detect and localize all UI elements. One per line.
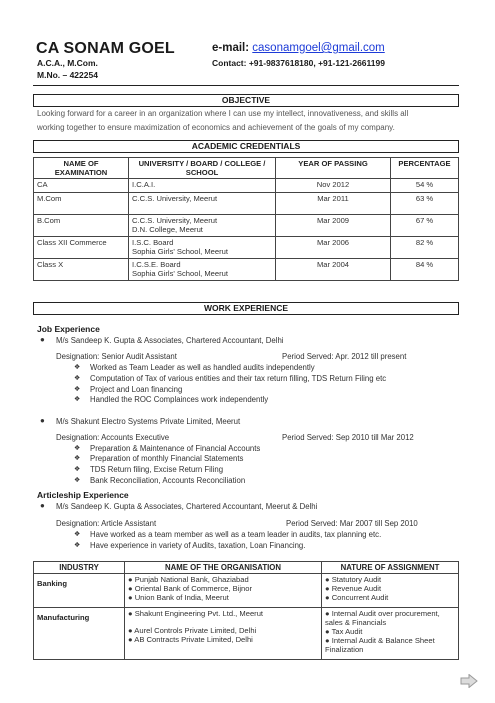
column-header: YEAR OF PASSING bbox=[276, 158, 391, 179]
bullet-icon: ● bbox=[325, 584, 332, 593]
school-line: Sophia Girls' School, Meerut bbox=[132, 269, 228, 278]
table-row bbox=[34, 179, 459, 193]
exam-cell: CA bbox=[34, 179, 129, 193]
table-header-row bbox=[34, 562, 459, 574]
assignment-name: Internal Audit & Balance Sheet Finalization bbox=[325, 636, 435, 654]
header-divider bbox=[33, 85, 459, 86]
job-experience-heading: Job Experience bbox=[37, 324, 100, 334]
checkmark-bullet-icon: ❖ bbox=[74, 531, 81, 538]
firm-name: M/s Shakunt Electro Systems Private Limited, Meerut bbox=[56, 417, 241, 426]
table-header-row bbox=[34, 158, 459, 179]
email-line bbox=[212, 42, 385, 54]
year-cell: Mar 2006 bbox=[276, 237, 391, 259]
period-served: Period Served: Mar 2007 till Sep 2010 bbox=[286, 519, 418, 528]
period-served: Period Served: Apr. 2012 till present bbox=[282, 352, 407, 361]
list-item bbox=[128, 575, 318, 584]
table-row bbox=[34, 193, 459, 215]
bullet-icon: ● bbox=[325, 627, 332, 636]
list-item bbox=[128, 635, 318, 644]
contact-numbers: Contact: +91-9837618180, +91-121-2661199 bbox=[212, 58, 385, 68]
university-line: C.C.S. University, Meerut bbox=[132, 216, 218, 225]
list-item bbox=[325, 627, 455, 636]
bullet-icon: ● bbox=[325, 593, 332, 602]
objective-line: working together to ensure maximization of economics and achievement of the goals of my company. bbox=[37, 123, 395, 132]
percentage-cell: 67 % bbox=[391, 215, 459, 237]
duty-item: Project and Loan financing bbox=[90, 385, 183, 394]
checkmark-bullet-icon: ❖ bbox=[74, 466, 81, 473]
organisation-name: Union Bank of India, Meerut bbox=[134, 593, 229, 602]
membership-number: M.No. – 422254 bbox=[37, 70, 98, 80]
firm-name: M/s Sandeep K. Gupta & Associates, Chartered Accountant, Meerut & Delhi bbox=[56, 502, 318, 511]
checkmark-bullet-icon: ❖ bbox=[74, 455, 81, 462]
checkmark-bullet-icon: ❖ bbox=[74, 445, 81, 452]
assignment-name: Statutory Audit bbox=[331, 575, 382, 584]
bullet-icon: ● bbox=[128, 609, 135, 618]
assignment-name: Tax Audit bbox=[331, 627, 363, 636]
college-line: D.N. College, Meerut bbox=[132, 225, 203, 234]
duty-item: Preparation & Maintenance of Financial Accounts bbox=[90, 444, 261, 453]
spacer bbox=[128, 618, 318, 626]
checkmark-bullet-icon: ❖ bbox=[74, 375, 81, 382]
column-header: INDUSTRY bbox=[34, 562, 125, 574]
checkmark-bullet-icon: ❖ bbox=[74, 396, 81, 403]
bullet-icon: ● bbox=[325, 636, 332, 645]
articleship-heading: Articleship Experience bbox=[37, 490, 129, 500]
organisation-name: Punjab National Bank, Ghaziabad bbox=[134, 575, 249, 584]
work-experience-heading: WORK EXPERIENCE bbox=[33, 302, 459, 315]
checkmark-bullet-icon: ❖ bbox=[74, 542, 81, 549]
school-line: Sophia Girls' School, Meerut bbox=[132, 247, 228, 256]
bullet-icon: ● bbox=[128, 575, 135, 584]
table-row bbox=[34, 215, 459, 237]
bullet-icon: ● bbox=[40, 501, 45, 510]
university-cell bbox=[129, 237, 276, 259]
table-row bbox=[34, 237, 459, 259]
exam-cell: B.Com bbox=[34, 215, 129, 237]
list-item bbox=[325, 609, 455, 627]
column-header: UNIVERSITY / BOARD / COLLEGE / SCHOOL bbox=[129, 158, 276, 179]
university-line: I.S.C. Board bbox=[132, 238, 174, 247]
table-row bbox=[34, 608, 459, 660]
percentage-cell: 82 % bbox=[391, 237, 459, 259]
list-item bbox=[128, 609, 318, 618]
designation: Designation: Accounts Executive bbox=[56, 433, 170, 442]
list-item bbox=[325, 575, 455, 584]
organisation-name: Shakunt Engineering Pvt. Ltd., Meerut bbox=[134, 609, 264, 618]
percentage-cell: 54 % bbox=[391, 179, 459, 193]
year-cell: Mar 2009 bbox=[276, 215, 391, 237]
industry-cell: Banking bbox=[34, 574, 125, 608]
column-header: NAME OF THE ORGANISATION bbox=[125, 562, 322, 574]
table-row bbox=[34, 574, 459, 608]
university-cell bbox=[129, 215, 276, 237]
qualifications: A.C.A., M.Com. bbox=[37, 58, 98, 68]
column-header: NAME OF EXAMINATION bbox=[34, 158, 129, 179]
organisation-name: Oriental Bank of Commerce, Bijnor bbox=[134, 584, 253, 593]
assignment-name: Internal Audit over procurement, sales & Financials bbox=[325, 609, 440, 627]
assignment-cell bbox=[322, 574, 459, 608]
industry-table bbox=[33, 561, 459, 660]
organisation-name: Aurel Controls Private Limited, Delhi bbox=[134, 626, 257, 635]
table-row bbox=[34, 259, 459, 281]
year-cell: Mar 2004 bbox=[276, 259, 391, 281]
list-item bbox=[128, 626, 318, 635]
exam-cell: Class XII Commerce bbox=[34, 237, 129, 259]
percentage-cell: 63 % bbox=[391, 193, 459, 215]
bullet-icon: ● bbox=[40, 335, 45, 344]
column-header: NATURE OF ASSIGNMENT bbox=[322, 562, 459, 574]
organisation-cell bbox=[125, 608, 322, 660]
designation: Designation: Senior Audit Assistant bbox=[56, 352, 177, 361]
university-cell bbox=[129, 179, 276, 193]
organisation-name: AB Contracts Private Limited, Delhi bbox=[134, 635, 253, 644]
percentage-cell: 84 % bbox=[391, 259, 459, 281]
academic-table bbox=[33, 157, 459, 281]
list-item bbox=[325, 636, 455, 654]
duty-item: Have worked as a team member as well as a team leader in audits, tax planning etc. bbox=[90, 530, 382, 539]
next-arrow-icon[interactable] bbox=[460, 674, 478, 688]
duty-item: Bank Reconciliation, Accounts Reconciliation bbox=[90, 476, 246, 485]
university-line: I.C.A.I. bbox=[132, 180, 156, 189]
checkmark-bullet-icon: ❖ bbox=[74, 386, 81, 393]
list-item bbox=[325, 584, 455, 593]
duty-item: Handled the ROC Complainces work independently bbox=[90, 395, 269, 404]
university-line: I.C.S.E. Board bbox=[132, 260, 181, 269]
bullet-icon: ● bbox=[128, 635, 135, 644]
bullet-icon: ● bbox=[128, 593, 135, 602]
duty-item: TDS Return filing, Excise Return Filing bbox=[90, 465, 224, 474]
industry-cell: Manufacturing bbox=[34, 608, 125, 660]
exam-cell: Class X bbox=[34, 259, 129, 281]
bullet-icon: ● bbox=[40, 416, 45, 425]
duty-item: Have experience in variety of Audits, taxation, Loan Financing. bbox=[90, 541, 306, 550]
year-cell: Mar 2011 bbox=[276, 193, 391, 215]
bullet-icon: ● bbox=[325, 575, 332, 584]
duty-item: Preparation of monthly Financial Statements bbox=[90, 454, 244, 463]
candidate-name: CA SONAM GOEL bbox=[36, 40, 175, 57]
checkmark-bullet-icon: ❖ bbox=[74, 364, 81, 371]
objective-text bbox=[37, 107, 457, 135]
checkmark-bullet-icon: ❖ bbox=[74, 477, 81, 484]
firm-name: M/s Sandeep K. Gupta & Associates, Chartered Accountant, Delhi bbox=[56, 336, 284, 345]
objective-line: Looking forward for a career in an organization where I can use my intellect, innovativeness, and skills all bbox=[37, 109, 409, 118]
bullet-icon: ● bbox=[325, 609, 332, 618]
academic-heading: ACADEMIC CREDENTIALS bbox=[33, 140, 459, 153]
column-header: PERCENTAGE bbox=[391, 158, 459, 179]
assignment-name: Revenue Audit bbox=[331, 584, 382, 593]
period-served: Period Served: Sep 2010 till Mar 2012 bbox=[282, 433, 414, 442]
exam-cell: M.Com bbox=[34, 193, 129, 215]
email-label: e-mail: bbox=[212, 42, 250, 54]
list-item bbox=[325, 593, 455, 602]
year-cell: Nov 2012 bbox=[276, 179, 391, 193]
duty-item: Worked as Team Leader as well as handled audits independently bbox=[90, 363, 315, 372]
duty-item: Computation of Tax of various entities and their tax return filling, TDS Return Filing etc bbox=[90, 374, 387, 383]
university-line: C.C.S. University, Meerut bbox=[132, 194, 218, 203]
university-cell bbox=[129, 193, 276, 215]
list-item bbox=[128, 593, 318, 602]
assignment-name: Concurrent Audit bbox=[331, 593, 389, 602]
bullet-icon: ● bbox=[128, 626, 135, 635]
university-cell bbox=[129, 259, 276, 281]
organisation-cell bbox=[125, 574, 322, 608]
designation: Designation: Article Assistant bbox=[56, 519, 157, 528]
email-link[interactable]: casonamgoel@gmail.com bbox=[252, 42, 385, 54]
assignment-cell bbox=[322, 608, 459, 660]
list-item bbox=[128, 584, 318, 593]
objective-heading: OBJECTIVE bbox=[33, 94, 459, 107]
bullet-icon: ● bbox=[128, 584, 135, 593]
